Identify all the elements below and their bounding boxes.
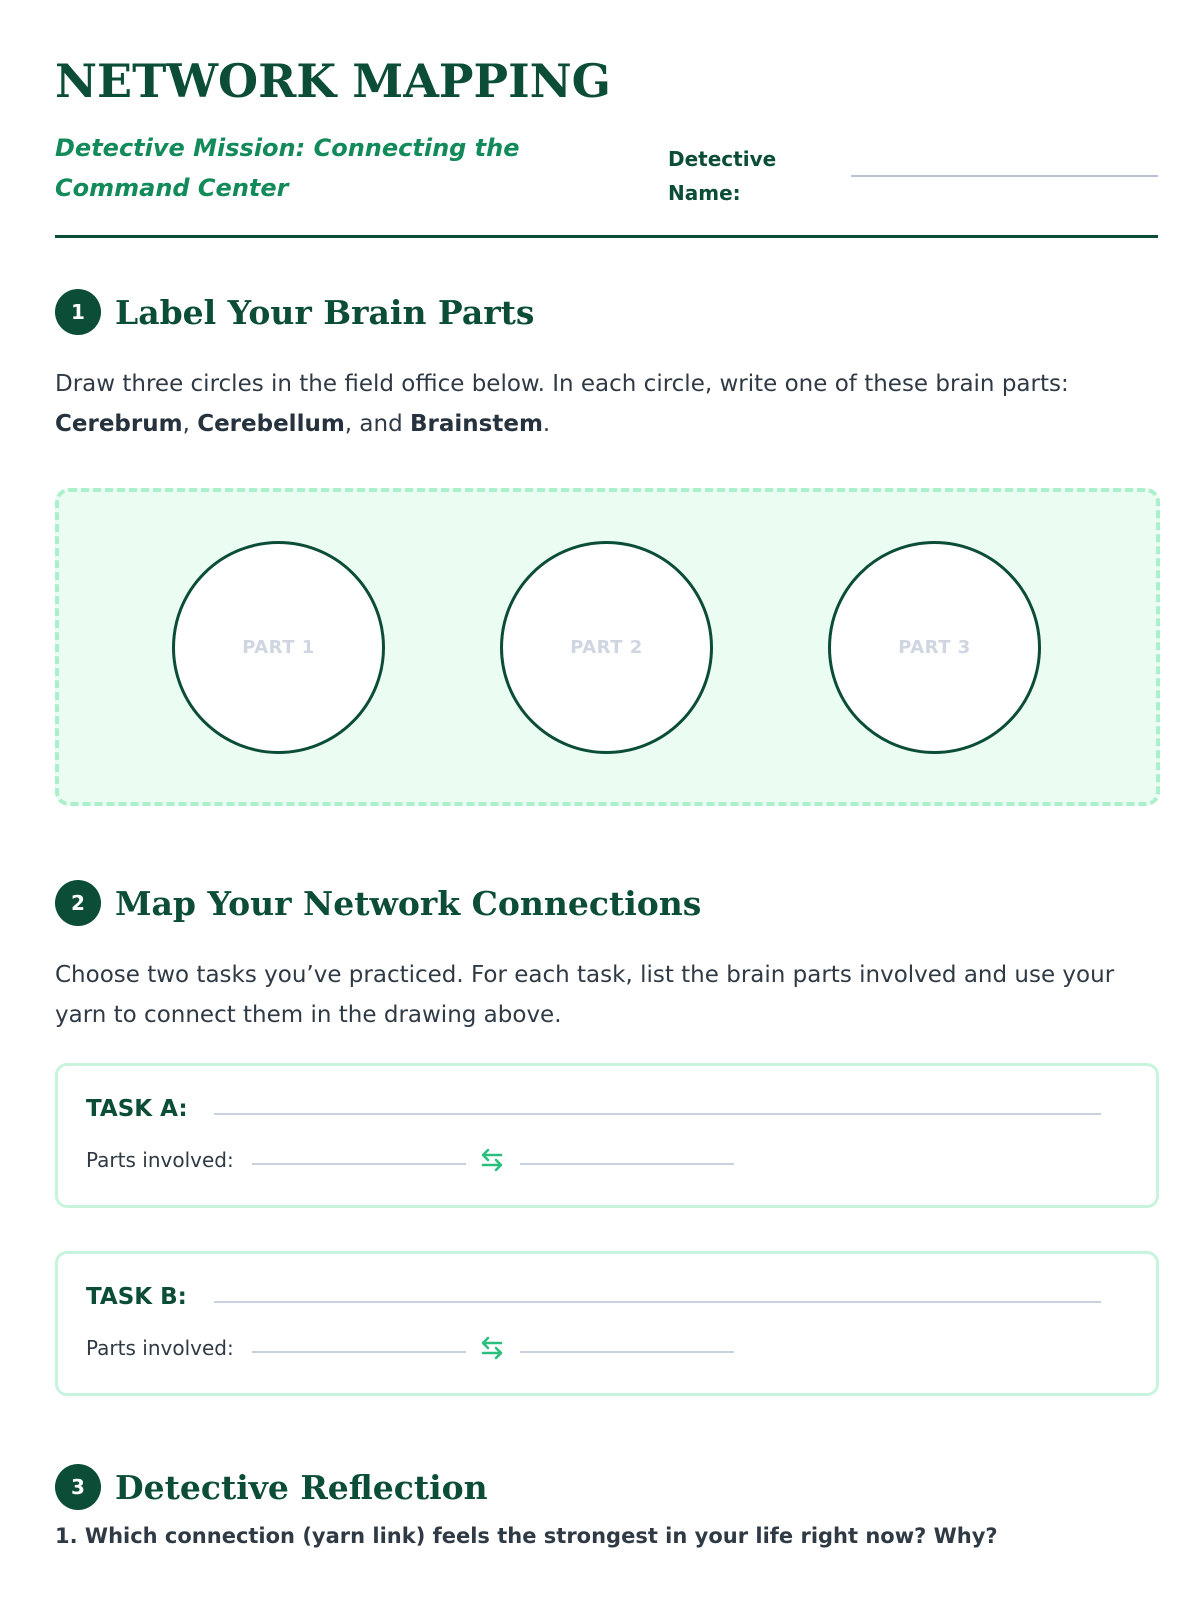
brain-part-cerebrum: Cerebrum bbox=[55, 411, 183, 437]
header-divider bbox=[55, 235, 1158, 238]
page-title: NETWORK MAPPING bbox=[55, 54, 611, 108]
arrows-left-right-icon bbox=[479, 1334, 505, 1362]
field-office-drawing-area[interactable] bbox=[55, 488, 1160, 806]
circle-3-placeholder: PART 3 bbox=[898, 637, 971, 658]
instr-end: . bbox=[542, 411, 551, 437]
task-a-card bbox=[55, 1063, 1159, 1208]
task-a-parts-label: Parts involved: bbox=[86, 1148, 234, 1172]
circle-1-placeholder: PART 1 bbox=[242, 637, 315, 658]
brain-part-circle-2[interactable] bbox=[500, 541, 713, 754]
reflection-question-1: 1. Which connection (yarn link) feels the strongest in your life right now? Why? bbox=[55, 1524, 998, 1548]
brain-part-brainstem: Brainstem bbox=[410, 411, 543, 437]
brain-part-cerebellum: Cerebellum bbox=[197, 411, 345, 437]
instr-text: Draw three circles in the field office below. In each circle, write one of these brain parts: bbox=[55, 371, 1069, 397]
task-a-input-line[interactable] bbox=[214, 1113, 1101, 1115]
task-b-part-2-line[interactable] bbox=[520, 1351, 734, 1353]
section-1-header bbox=[55, 289, 534, 335]
mission-subtitle: Detective Mission: Connecting the Command Center bbox=[55, 134, 520, 202]
task-b-part-1-line[interactable] bbox=[252, 1351, 466, 1353]
task-b-label: TASK B: bbox=[86, 1284, 187, 1310]
section-1-instructions bbox=[55, 364, 1165, 444]
instr-sep: , and bbox=[344, 411, 411, 437]
circle-2-placeholder: PART 2 bbox=[570, 637, 643, 658]
section-2-header bbox=[55, 880, 701, 926]
section-3-number-badge: 3 bbox=[55, 1464, 101, 1510]
task-a-label: TASK A: bbox=[86, 1096, 188, 1122]
section-1-number-badge: 1 bbox=[55, 289, 101, 335]
brain-part-circle-3[interactable] bbox=[828, 541, 1041, 754]
instr-sep: , bbox=[182, 411, 198, 437]
section-2-title: Map Your Network Connections bbox=[115, 883, 702, 923]
task-a-part-1-line[interactable] bbox=[252, 1163, 466, 1165]
task-b-parts-label: Parts involved: bbox=[86, 1336, 234, 1360]
detective-name-field[interactable] bbox=[851, 175, 1158, 177]
section-3-title: Detective Reflection bbox=[115, 1467, 488, 1507]
arrows-left-right-icon bbox=[479, 1146, 505, 1174]
section-1-title: Label Your Brain Parts bbox=[115, 292, 535, 332]
task-b-input-line[interactable] bbox=[214, 1301, 1101, 1303]
section-3-header bbox=[55, 1464, 488, 1510]
brain-part-circle-1[interactable] bbox=[172, 541, 385, 754]
task-a-part-2-line[interactable] bbox=[520, 1163, 734, 1165]
task-b-card bbox=[55, 1251, 1159, 1396]
section-2-instructions: Choose two tasks you’ve practiced. For each task, list the brain parts involved and use your yarn to connect them in the drawing above. bbox=[55, 962, 1115, 1028]
detective-name-label: Detective Name: bbox=[668, 147, 777, 205]
section-2-number-badge: 2 bbox=[55, 880, 101, 926]
